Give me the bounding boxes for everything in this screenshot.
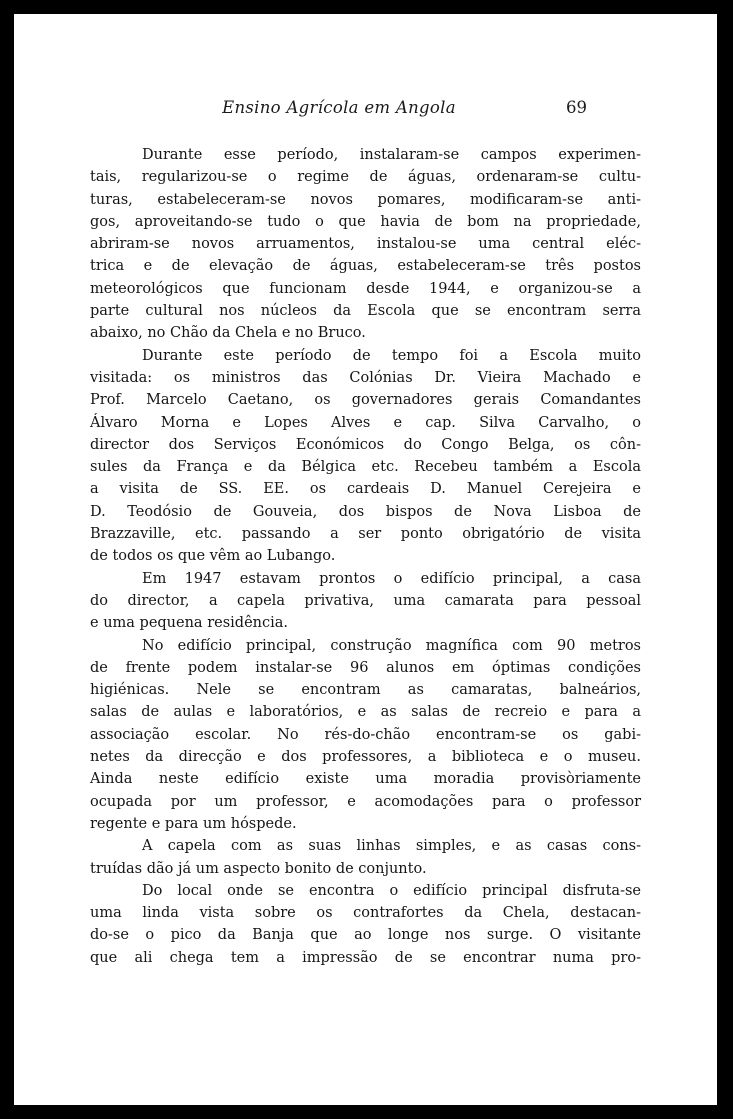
text-line: abriram-se novos arruamentos, instalou-se uma central eléc- [90, 236, 641, 253]
text-line: D. Teodósio de Gouveia, dos bispos de Nova Lisboa de [90, 503, 641, 520]
text-line: tais, regularizou-se o regime de águas, ordenaram-se cultu- [90, 169, 641, 186]
text-line: A capela com as suas linhas simples, e as casas cons- [142, 838, 641, 855]
text-line: uma linda vista sobre os contrafortes da Chela, destacan- [90, 905, 641, 922]
page-number: 69 [566, 98, 587, 117]
paragraph [90, 635, 641, 836]
text-line: do director, a capela privativa, uma camarata para pessoal [90, 592, 641, 609]
text-line: e uma pequena residência. [90, 615, 288, 632]
paragraph [90, 880, 641, 969]
paragraph [90, 345, 641, 568]
paragraph [90, 835, 641, 880]
text-line: visitada: os ministros das Colónias Dr. Vieira Machado e [90, 369, 641, 386]
text-line: Em 1947 estavam prontos o edifício principal, a casa [142, 570, 641, 587]
text-line: No edifício principal, construção magnífica com 90 metros [142, 637, 641, 654]
text-line: que ali chega tem a impressão de se encontrar numa pro- [90, 949, 641, 966]
text-line: Do local onde se encontra o edifício principal disfruta-se [142, 882, 641, 899]
text-line: meteorológicos que funcionam desde 1944, e organizou-se a [90, 280, 641, 297]
text-line: netes da direcção e dos professores, a biblioteca e o museu. [90, 749, 641, 766]
text-line: ocupada por um professor, e acomodações para o professor [90, 793, 641, 810]
text-line: do-se o pico da Banja que ao longe nos surge. O visitante [90, 927, 641, 944]
text-line: parte cultural nos núcleos da Escola que se encontram serra [90, 303, 641, 320]
text-line: de frente podem instalar-se 96 alunos em óptimas condições [90, 659, 641, 676]
text-line: de todos os que vêm ao Lubango. [90, 548, 336, 565]
text-line: sules da França e da Bélgica etc. Recebeu também a Escola [90, 459, 641, 476]
text-line: Durante esse período, instalaram-se campos experimen- [142, 147, 641, 163]
text-line: Brazzaville, etc. passando a ser ponto obrigatório de visita [90, 526, 641, 543]
text-line: Durante este período de tempo foi a Escola muito [142, 347, 641, 364]
text-line: associação escolar. No rés-do-chão encontram-se os gabi- [90, 726, 641, 743]
text-line: higiénicas. Nele se encontram as camaratas, balneários, [90, 682, 641, 699]
text-line: truídas dão já um aspecto bonito de conjunto. [90, 860, 427, 877]
paragraph [90, 144, 641, 345]
text-line: turas, estabeleceram-se novos pomares, modificaram-se anti- [90, 191, 641, 208]
book-page [14, 14, 717, 1105]
running-title: Ensino Agrícola em Angola [222, 98, 456, 117]
text-line: trica e de elevação de águas, estabeleceram-se três postos [90, 258, 641, 275]
body-text [90, 144, 641, 969]
text-line: Álvaro Morna e Lopes Alves e cap. Silva Carvalho, o [90, 414, 641, 431]
text-line: abaixo, no Chão da Chela e no Bruco. [90, 325, 366, 342]
page-header [14, 98, 717, 122]
text-line: a visita de SS. EE. os cardeais D. Manuel Cerejeira e [90, 481, 641, 498]
paragraph [90, 568, 641, 635]
text-line: Prof. Marcelo Caetano, os governadores gerais Comandantes [90, 392, 641, 409]
text-line: Ainda neste edifício existe uma moradia provisòriamente [90, 771, 641, 788]
text-line: director dos Serviços Económicos do Congo Belga, os côn- [90, 436, 641, 453]
text-line: gos, aproveitando-se tudo o que havia de bom na propriedade, [90, 213, 641, 230]
text-line: regente e para um hóspede. [90, 815, 297, 832]
text-line: salas de aulas e laboratórios, e as salas de recreio e para a [90, 704, 641, 721]
